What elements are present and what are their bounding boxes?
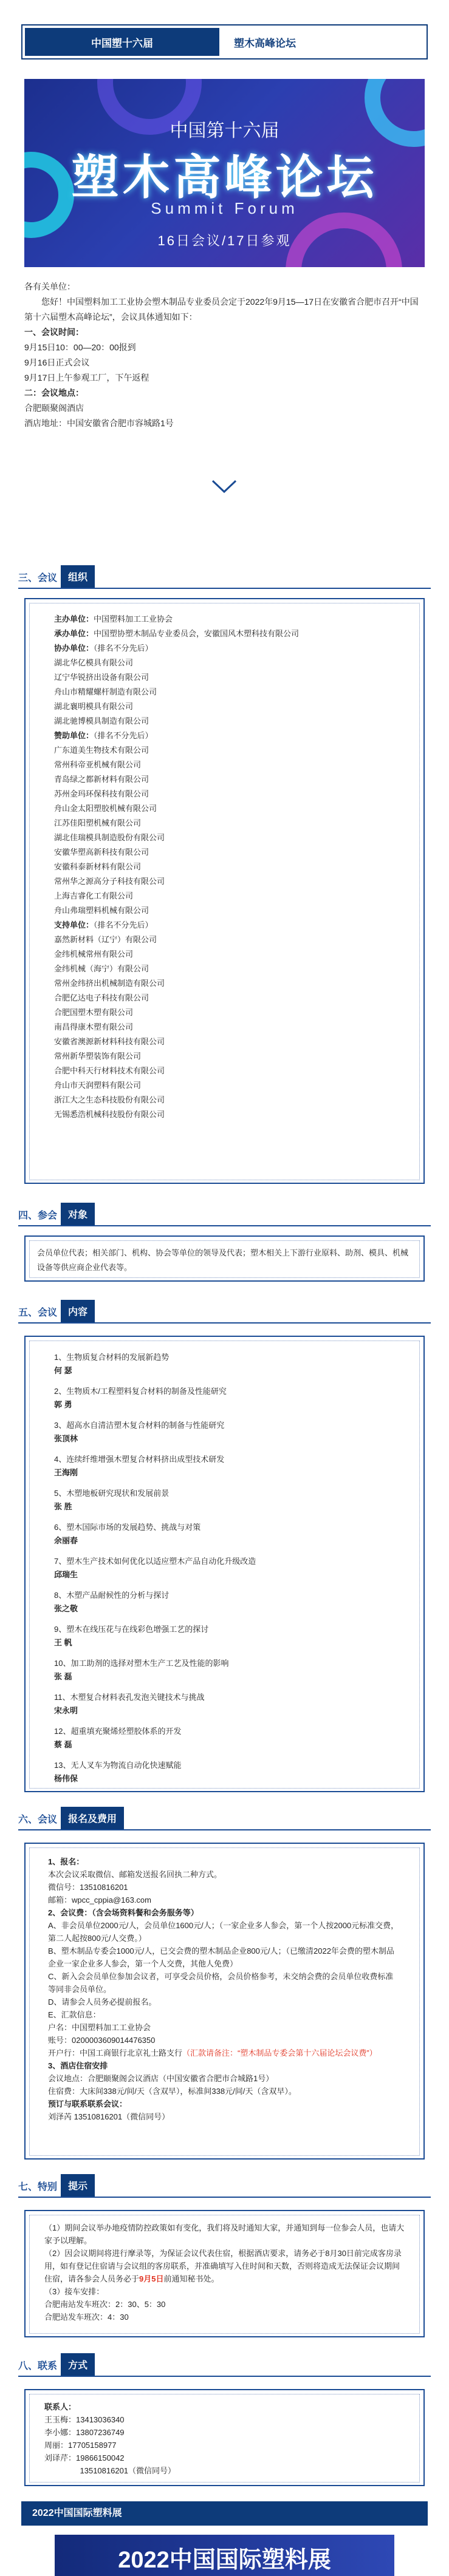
talk-item [54,1657,395,1684]
reg-account-number: 账号：0200003609014476350 [48,2036,156,2045]
host-label: 主办单位： [54,614,94,624]
talk-item [54,1589,395,1616]
section-4-tag: 对象 [61,1203,95,1225]
note-2-deadline: 9月5日 [139,2274,164,2283]
note-4: 合肥南站发车班次：2：30、5：30 [44,2300,166,2309]
talk-title: 12、超重填充聚烯烃塑胶体系的开发 [54,1727,182,1736]
reg-remit-note: （汇款请备注：“塑木制品专委会第十六届论坛会议费”） [182,2048,377,2058]
talk-speaker: 张顶林 [54,1434,78,1443]
section-content-heading [18,1299,95,1322]
reg-contact-title: 预订与联系联系会议： [48,2099,128,2109]
header-left-label: 中国塑十六届 [25,28,219,56]
sponsor-item: 青岛绿之都新材料有限公司 [54,775,149,784]
intro-venue-title: 二：会议地点： [24,388,84,398]
chevron-down-icon [210,477,238,495]
header-right-label: 塑木高峰论坛 [234,37,296,49]
banner-subtitle: 中国第十六届 [170,121,279,141]
section-7-line [18,2197,431,2198]
registration-box [24,1843,425,2160]
section-organization-heading [18,565,95,588]
notes-box [24,2210,425,2337]
support-item: 安徽省澳源新材料科技有限公司 [54,1037,165,1046]
co-organizer-item: 舟山市精耀螺杆制造有限公司 [54,687,157,696]
contact-list [44,2413,405,2477]
support-item: 舟山市天润塑料有限公司 [54,1081,142,1090]
section-4-line [18,1225,431,1226]
reg-bank: 开户行：中国工商银行北京礼士路支行 [48,2048,183,2058]
talk-item [54,1385,395,1412]
intro-time-3: 9月17日上午参观工厂，下午返程 [24,373,149,382]
banner-title: 塑木高峰论坛 [71,151,378,204]
sponsor-item: 常州科帝亚机械有限公司 [54,760,142,769]
section-participants-heading [18,1202,95,1225]
contact-item: 王玉梅：13413036340 [44,2415,125,2424]
intro-time-1: 9月15日10：00—20：00报到 [24,342,136,352]
co-label: 协办单位： [54,644,94,653]
support-item: 常州新华塑装饰有限公司 [54,1052,142,1061]
talk-speaker: 王海刚 [54,1468,78,1477]
talk-title: 3、超高水自清洁塑木复合材料的制备与性能研究 [54,1421,225,1430]
talk-speaker: 邱瑞生 [54,1570,78,1579]
reg-account-name: 户名：中国塑料加工工业协会 [48,2023,151,2032]
section-8-line [18,2376,431,2377]
section-6-line [18,1829,431,1830]
section-5-label: 五、会议 [18,1308,58,1318]
reg-hotel-venue: 会议地点：合肥颐聚阁会议酒店（中国安徽省合肥市合城路1号） [48,2074,274,2083]
support-item: 南昌得康木塑有限公司 [54,1022,134,1031]
sponsor-item: 安徽科泰新材料有限公司 [54,862,142,871]
talk-item [54,1555,395,1582]
organization-box [24,598,425,1184]
reg-title: 1、报名： [48,1857,84,1866]
note-3: （3）接车安排： [44,2287,105,2296]
talk-speaker: 张 磊 [54,1672,72,1681]
support-item: 浙江大之生态科技股份有限公司 [54,1095,165,1104]
section-6-tag: 报名及费用 [61,1807,124,1829]
support-item: 合肥国塑木塑有限公司 [54,1008,134,1017]
co-organizer-item: 辽宁华锐挤出设备有限公司 [54,673,149,682]
reg-fee-a: A、非会员单位2000元/人，会员单位1600元/人；（一家企业多人参会，第一个人按2000元标准交费，第二人起按800元/人交费。） [48,1921,399,1943]
co-organizer-item: 湖北襄明模具有限公司 [54,702,134,711]
participants-box [24,1235,425,1282]
intro-text [24,279,425,431]
section-4-label: 四、参会 [18,1211,58,1221]
talk-speaker: 郭 勇 [54,1400,72,1409]
contact-box [24,2389,425,2486]
reg-wechat: 微信号：13510816201 [48,1883,128,1892]
section-6-label: 六、会议 [18,1815,58,1825]
section-7-tag: 提示 [61,2174,95,2197]
sponsor-item: 江苏佳阳塑机械有限公司 [54,818,142,828]
talk-title: 4、连续纤维增强木塑复合材料挤出成型技术研发 [54,1455,225,1464]
contact-item: 周丽：17705158977 [44,2441,117,2450]
footer-header-label: 2022中国国际塑料展 [32,2508,122,2518]
banner-english: Summit Forum [151,199,298,217]
reg-fee-d: D、请参会人员务必提前报名。 [48,1997,157,2007]
reg-remit-title: E、汇款信息： [48,2010,101,2019]
reg-method: 本次会议采取微信、邮箱发送报名回执二种方式。 [48,1870,222,1879]
talk-title: 6、塑木国际市场的发展趋势、挑战与对策 [54,1523,201,1532]
talk-title: 7、塑木生产技术如何优化以适应塑木产品自动化升级改造 [54,1557,256,1566]
talk-title: 13、无人叉车为物流自动化快速赋能 [54,1761,182,1770]
sponsor-item: 广东道美生物技术有限公司 [54,746,149,755]
forum-banner [24,79,425,267]
contact-item: 刘译芹：19866150042 [44,2453,125,2462]
co-organizer-item: 湖北驰博模具制造有限公司 [54,716,149,726]
support-note: （排名不分先后） [94,920,153,929]
support-item: 金纬机械常州有限公司 [54,950,134,959]
organizer-name: 中国塑协塑木制品专业委员会，安徽国风木塑科技有限公司 [94,629,300,638]
talk-speaker: 何 瑟 [54,1366,72,1375]
reg-fee-c: C、新入会会员单位参加会议者，可享受会员价格，会员价格参考，未交纳会费的会员单位收费标准等同非会员单位。 [48,1972,394,1994]
sponsor-label: 赞助单位： [54,731,94,740]
talk-item [54,1419,395,1446]
section-3-tag: 组织 [61,565,95,588]
talk-item [54,1759,395,1786]
support-item: 合肥中科天行材料技术有限公司 [54,1066,165,1075]
talk-speaker: 张 胜 [54,1502,72,1511]
section-contact-heading [18,2353,95,2376]
talk-item [54,1453,395,1480]
talk-title: 11、木塑复合材料表孔发泡关键技术与挑战 [54,1693,205,1702]
section-notes-heading [18,2173,95,2197]
co-organizer-item: 湖北华亿模具有限公司 [54,658,134,667]
section-3-line [18,588,431,589]
intro-time-title: 一、会议时间： [24,327,84,337]
section-7-label: 七、特别 [18,2182,58,2192]
contact-item: 李小娜：13807236749 [44,2428,125,2437]
reg-fee-title: 2、会议费：（含会场资料餐和会务服务等） [48,1908,199,1917]
host-name: 中国塑料加工工业协会 [94,614,173,624]
contact-title: 联系人： [44,2402,77,2411]
sponsor-item: 上海吉睿化工有限公司 [54,891,134,900]
support-item: 无锡悉浩机械科技股份有限公司 [54,1110,165,1119]
support-item: 常州金纬挤出机械制造有限公司 [54,979,165,988]
sponsor-item: 舟山弗瑞塑料机械有限公司 [54,906,149,915]
contact-item: 13510816201（微信同号） [80,2466,176,2475]
organizer-label: 承办单位： [54,629,94,638]
content-box [24,1336,425,1792]
talk-item [54,1725,395,1752]
sponsor-list [54,743,395,918]
talk-title: 9、塑木在线压花与在线彩色增强工艺的探讨 [54,1625,209,1634]
reg-fee-b: B、塑木制品专委会1000元/人，已交会费的塑木制品企业800元/人；（已缴清2022年会费的塑木制品企业一家企业多人参会，第一个人交费，其他人免费） [48,1946,394,1968]
reg-email: 邮箱：wpcc_cppia@163.com [48,1895,151,1905]
talk-title: 2、生物质木/工程塑料复合材料的制备及性能研究 [54,1387,227,1396]
participants-text: 会员单位代表；相关部门、机构、协会等单位的领导及代表；塑木相关上下游行业原料、助剂、模具、机械设备等供应商企业代表等。 [37,1248,409,1272]
talk-speaker: 杨伟保 [54,1774,78,1783]
talk-speaker: 王 帆 [54,1638,72,1647]
note-1: （1）期间会议举办地疫情防控政策如有变化，我们将及时通知大家，并通知到每一位参会人员，也请大家予以理解。 [44,2223,405,2245]
section-8-tag: 方式 [61,2353,95,2376]
section-8-label: 八、联系 [18,2361,58,2371]
banner-date: 16日会议/17日参观 [157,233,292,248]
section-registration-heading [18,1806,124,1829]
footer-header [21,2501,428,2526]
sponsor-item: 苏州金玛环保科技有限公司 [54,789,149,798]
support-label: 支持单位： [54,920,94,929]
sponsor-item: 湖北佳瑞模具制造股份有限公司 [54,833,165,842]
talk-item [54,1623,395,1650]
note-2c: 前通知秘书处。 [163,2274,219,2283]
talk-title: 5、木塑地板研究现状和发展前景 [54,1489,170,1498]
section-5-tag: 内容 [61,1300,95,1322]
talk-item [54,1691,395,1718]
talk-item [54,1521,395,1548]
reg-hotel-title: 3、酒店住宿安排 [48,2061,108,2070]
intro-time-2: 9月16日正式会议 [24,358,90,367]
section-5-line [18,1322,431,1324]
support-item: 金纬机械（海宁）有限公司 [54,964,149,973]
note-5: 合肥站发车班次：4：30 [44,2313,129,2322]
talk-speaker: 蔡 磊 [54,1740,72,1749]
co-organizer-list [54,656,395,729]
reg-contact: 刘泽芮 13510816201（微信同号） [48,2112,170,2121]
intro-body: 您好！中国塑料加工工业协会塑木制品专业委员会定于2022年9月15—17日在安徽省合肥市召开“中国第十六届塑木高峰论坛”，会议具体通知如下： [24,297,419,322]
talk-item [54,1487,395,1514]
sponsor-item: 舟山金太阳塑胶机械有限公司 [54,804,157,813]
footer-banner: 2022中国国际塑料展 [55,2535,394,2576]
reg-hotel-price: 住宿费：大床间338元/间/天（含双早），标准间338元/间/天（含双早）。 [48,2087,296,2096]
intro-greeting: 各有关单位： [24,282,75,291]
talk-speaker: 余丽春 [54,1536,78,1545]
talk-item [54,1351,395,1378]
talk-title: 1、生物质复合材料的发展新趋势 [54,1353,170,1362]
talk-title: 8、木塑产品耐候性的分析与探讨 [54,1591,170,1600]
talk-speaker: 宋永明 [54,1706,78,1715]
co-note: （排名不分先后） [94,644,153,653]
intro-address: 酒店地址：中国安徽省合肥市容城路1号 [24,418,174,428]
section-3-label: 三、会议 [18,573,58,583]
sponsor-note: （排名不分先后） [94,731,153,740]
support-item: 嘉然新材料（辽宁）有限公司 [54,935,157,944]
support-list [54,933,395,1122]
support-item: 合肥亿达电子科技有限公司 [54,993,149,1002]
sponsor-item: 安徽华塑高新科技有限公司 [54,848,149,857]
intro-venue: 合肥颐聚阁酒店 [24,403,84,413]
note-2a: （2）因会议期间将进行摩录等，为保证会议代表住宿，根据酒店要求，请务必于8月30日前完成客房录用，如有登记住宿请与会议组的客房联系，并准确填写入住时间和天数，否则将造成无法保证会议期间住宿，请各参会人员务必于 [44,2249,402,2283]
talk-speaker: 张之敬 [54,1604,78,1613]
talk-title: 10、加工助剂的选择对塑木生产工艺及性能的影响 [54,1659,229,1668]
sponsor-item: 常州华之源高分子科技有限公司 [54,877,165,886]
